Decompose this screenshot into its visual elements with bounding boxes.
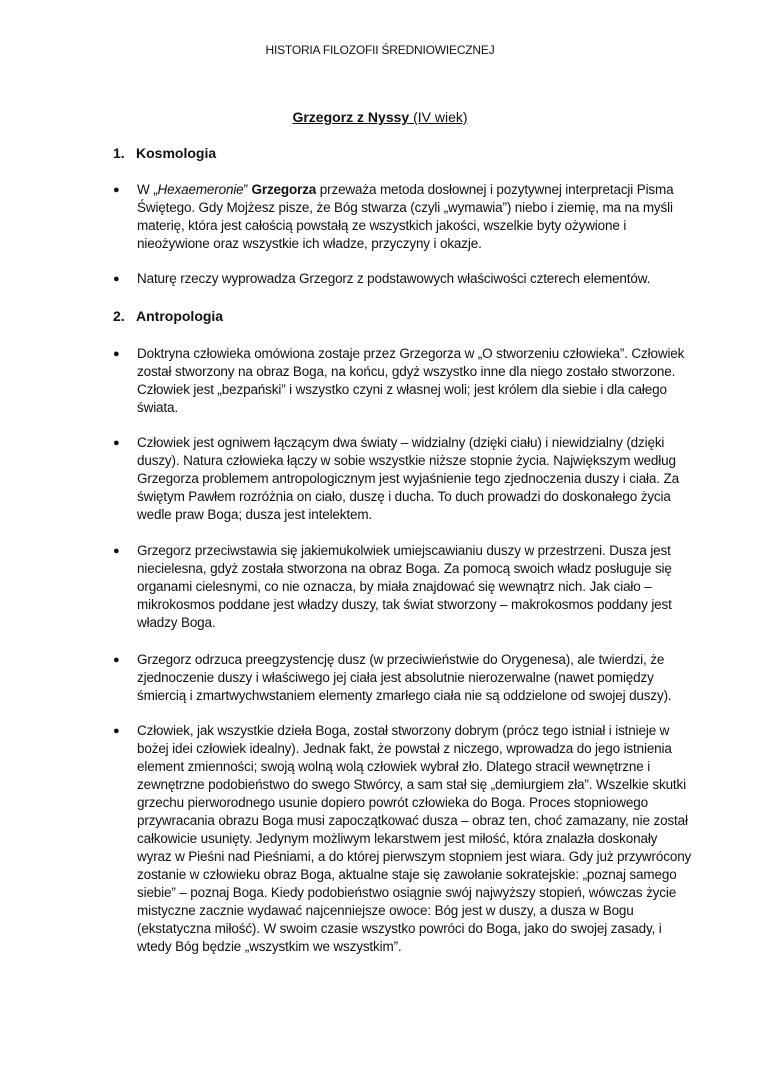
text-line: świętym Pawłem rozróżnia on ciało, duszę i ducha. To duch prowadzi do doskonałego życia <box>137 489 671 504</box>
section-heading-antropologia <box>113 308 223 324</box>
text-line: nieożywione oraz wszystkie ich władze, przyczyny i okazje. <box>137 236 482 251</box>
document-title <box>0 109 760 125</box>
text-run: ” <box>243 182 252 197</box>
bullet-paragraph-soul-space <box>113 542 672 632</box>
text-line: duszy). Natura człowieka łączy w sobie wszystkie niższe stopnie życia. Największym według <box>137 453 676 468</box>
bullet-paragraph-preexistence <box>113 651 672 705</box>
text-run: W „ <box>137 182 158 197</box>
paragraph-text <box>137 722 692 956</box>
text-line: śmiercią i zmartwychwstaniem elementy zmarłego ciała nie są oddzielone od swojej duszy). <box>137 688 672 703</box>
text-line: Człowiek, jak wszystkie dzieła Boga, został stworzony dobrym (prócz tego istniał i istnieje w <box>137 723 670 738</box>
text-line: Człowiek jest „bezpański” i wszystko czyni z własnej woli; jest królem dla siebie i dla całego <box>137 382 667 397</box>
text-line: zostanie w człowieku obraz Boga, aktualne staje się zawołanie sokratejskie: „poznaj samego <box>137 867 677 882</box>
section-number: 2. <box>113 308 125 324</box>
bullet-icon: ● <box>113 654 120 666</box>
text-line: mikrokosmos poddane jest władzy duszy, tak świat stworzony – makrokosmos poddany jest <box>137 597 672 612</box>
text-line: Świętego. Gdy Mojżesz pisze, że Bóg stwarza (czyli „wymawia”) niebo i ziemię, ma na myśli <box>137 200 673 215</box>
bullet-paragraph-hexaemeron <box>113 181 674 253</box>
text-line: świata. <box>137 400 178 415</box>
section-number: 1. <box>113 145 125 161</box>
bullet-icon: ● <box>113 348 120 360</box>
paragraph-text <box>137 542 672 632</box>
paragraph-text <box>137 345 685 417</box>
text-line: bożej idei człowiek idealny). Jednak fakt, że powstał z niczego, wprowadza do jego istnienia <box>137 741 672 756</box>
bullet-paragraph-doctrine <box>113 345 685 417</box>
text-line: zewnętrzne podobieństwo do swego Stwórcy, a sam stał się „demiurgiem zła”. Wszelkie skutki <box>137 777 686 792</box>
bold-name: Grzegorza <box>251 182 317 197</box>
text-line: całkowicie usunięty. Jedynym możliwym lekarstwem jest miłość, która znalazła doskonały <box>137 831 658 846</box>
text-run: przeważa metoda dosłownej i pozytywnej interpretacji Pisma <box>316 182 674 197</box>
text-line: mistyczne zacznie wydawać najcenniejsze owoce: Bóg jest w duszy, a dusza w Bogu <box>137 903 634 918</box>
paragraph-text <box>137 270 653 288</box>
italic-title: Hexaemeronie <box>157 182 244 197</box>
bullet-icon: ● <box>113 273 120 285</box>
text-line: został stworzony na obraz Boga, na końcu, gdyż wszystko inne dla niego zostało stworzone. <box>137 364 676 379</box>
text-line: Grzegorza problemem antropologicznym jest wyjaśnienie tego zjednoczenia duszy i ciała. Za <box>137 471 679 486</box>
section-title: Kosmologia <box>136 145 217 161</box>
bullet-icon: ● <box>113 545 120 557</box>
text-line: przywracania obrazu Boga musi zapoczątkować dusza – obraz ten, choć zamazany, nie został <box>137 813 688 828</box>
bullet-icon: ● <box>113 184 120 196</box>
text-line: element zmienności; swoją wolną wolą człowiek wybrał zło. Dlatego stracił wewnętrzne i <box>137 759 651 774</box>
bullet-paragraph-two-worlds <box>113 434 679 524</box>
text-line: niecielesna, gdyż została stworzona na obraz Boga. Za pomocą swoich władz posługuje się <box>137 561 672 576</box>
text-line: wedle praw Boga; dusza jest intelektem. <box>137 507 373 522</box>
text-line: władzy Boga. <box>137 615 216 630</box>
bullet-icon: ● <box>113 437 120 449</box>
title-period: (IV wiek) <box>413 109 468 125</box>
text-line: zjednoczenie duszy i właściwego jej ciała jest absolutnie nierozerwalne (nawet pomiędzy <box>137 670 654 685</box>
text-line: grzechu pierworodnego usunie dopiero powrót człowieka do Boga. Proces stopniowego <box>137 795 648 810</box>
text-line: Człowiek jest ogniwem łączącym dwa światy – widzialny (dzięki ciału) i niewidzialny (dzięki <box>137 435 665 450</box>
section-heading-kosmologia <box>113 145 216 161</box>
text-line: Grzegorz odrzuca preegzystencję dusz (w przeciwieństwie do Orygenesa), ale twierdzi, że <box>137 652 665 667</box>
text-line: Doktryna człowieka omówiona zostaje przez Grzegorza w „O stworzeniu człowieka”. Człowiek <box>137 346 685 361</box>
bullet-paragraph-image-of-god <box>113 722 692 956</box>
paragraph-text <box>137 434 679 524</box>
text-line: Naturę rzeczy wyprowadza Grzegorz z podstawowych właściwości czterech elementów. <box>137 271 651 286</box>
paragraph-text <box>137 181 674 253</box>
text-line: Grzegorz przeciwstawia się jakiemukolwiek umiejscawianiu duszy w przestrzeni. Dusza jest <box>137 543 671 558</box>
section-title: Antropologia <box>136 308 224 324</box>
paragraph-text <box>137 651 672 705</box>
text-line: organami cielesnymi, co nie oznacza, by miała znajdować się wewnątrz nich. Jak ciało – <box>137 579 652 594</box>
text-line: materię, która jest całością powstałą ze wszystkich jakości, wszelkie byty ożywione i <box>137 218 627 233</box>
bullet-icon: ● <box>113 725 120 737</box>
text-line: (ekstatyczna miłość). W swoim czasie wszystko powróci do Boga, jako do swojej zasady, i <box>137 921 662 936</box>
title-name: Grzegorz z Nyssy <box>292 109 410 125</box>
bullet-paragraph-elements <box>113 270 653 288</box>
running-header: HISTORIA FILOZOFII ŚREDNIOWIECZNEJ <box>265 43 495 57</box>
text-line: wtedy Bóg będzie „wszystkim we wszystkim”. <box>137 939 402 954</box>
text-line: wyraz w Pieśni nad Pieśniami, a do której pierwszym stopniem jest wiara. Gdy już przywrócony <box>137 849 692 864</box>
text-line: siebie” – poznaj Boga. Kiedy podobieństwo osiągnie swój najwyższy stopień, wówczas życie <box>137 885 677 900</box>
text-line <box>137 181 674 199</box>
